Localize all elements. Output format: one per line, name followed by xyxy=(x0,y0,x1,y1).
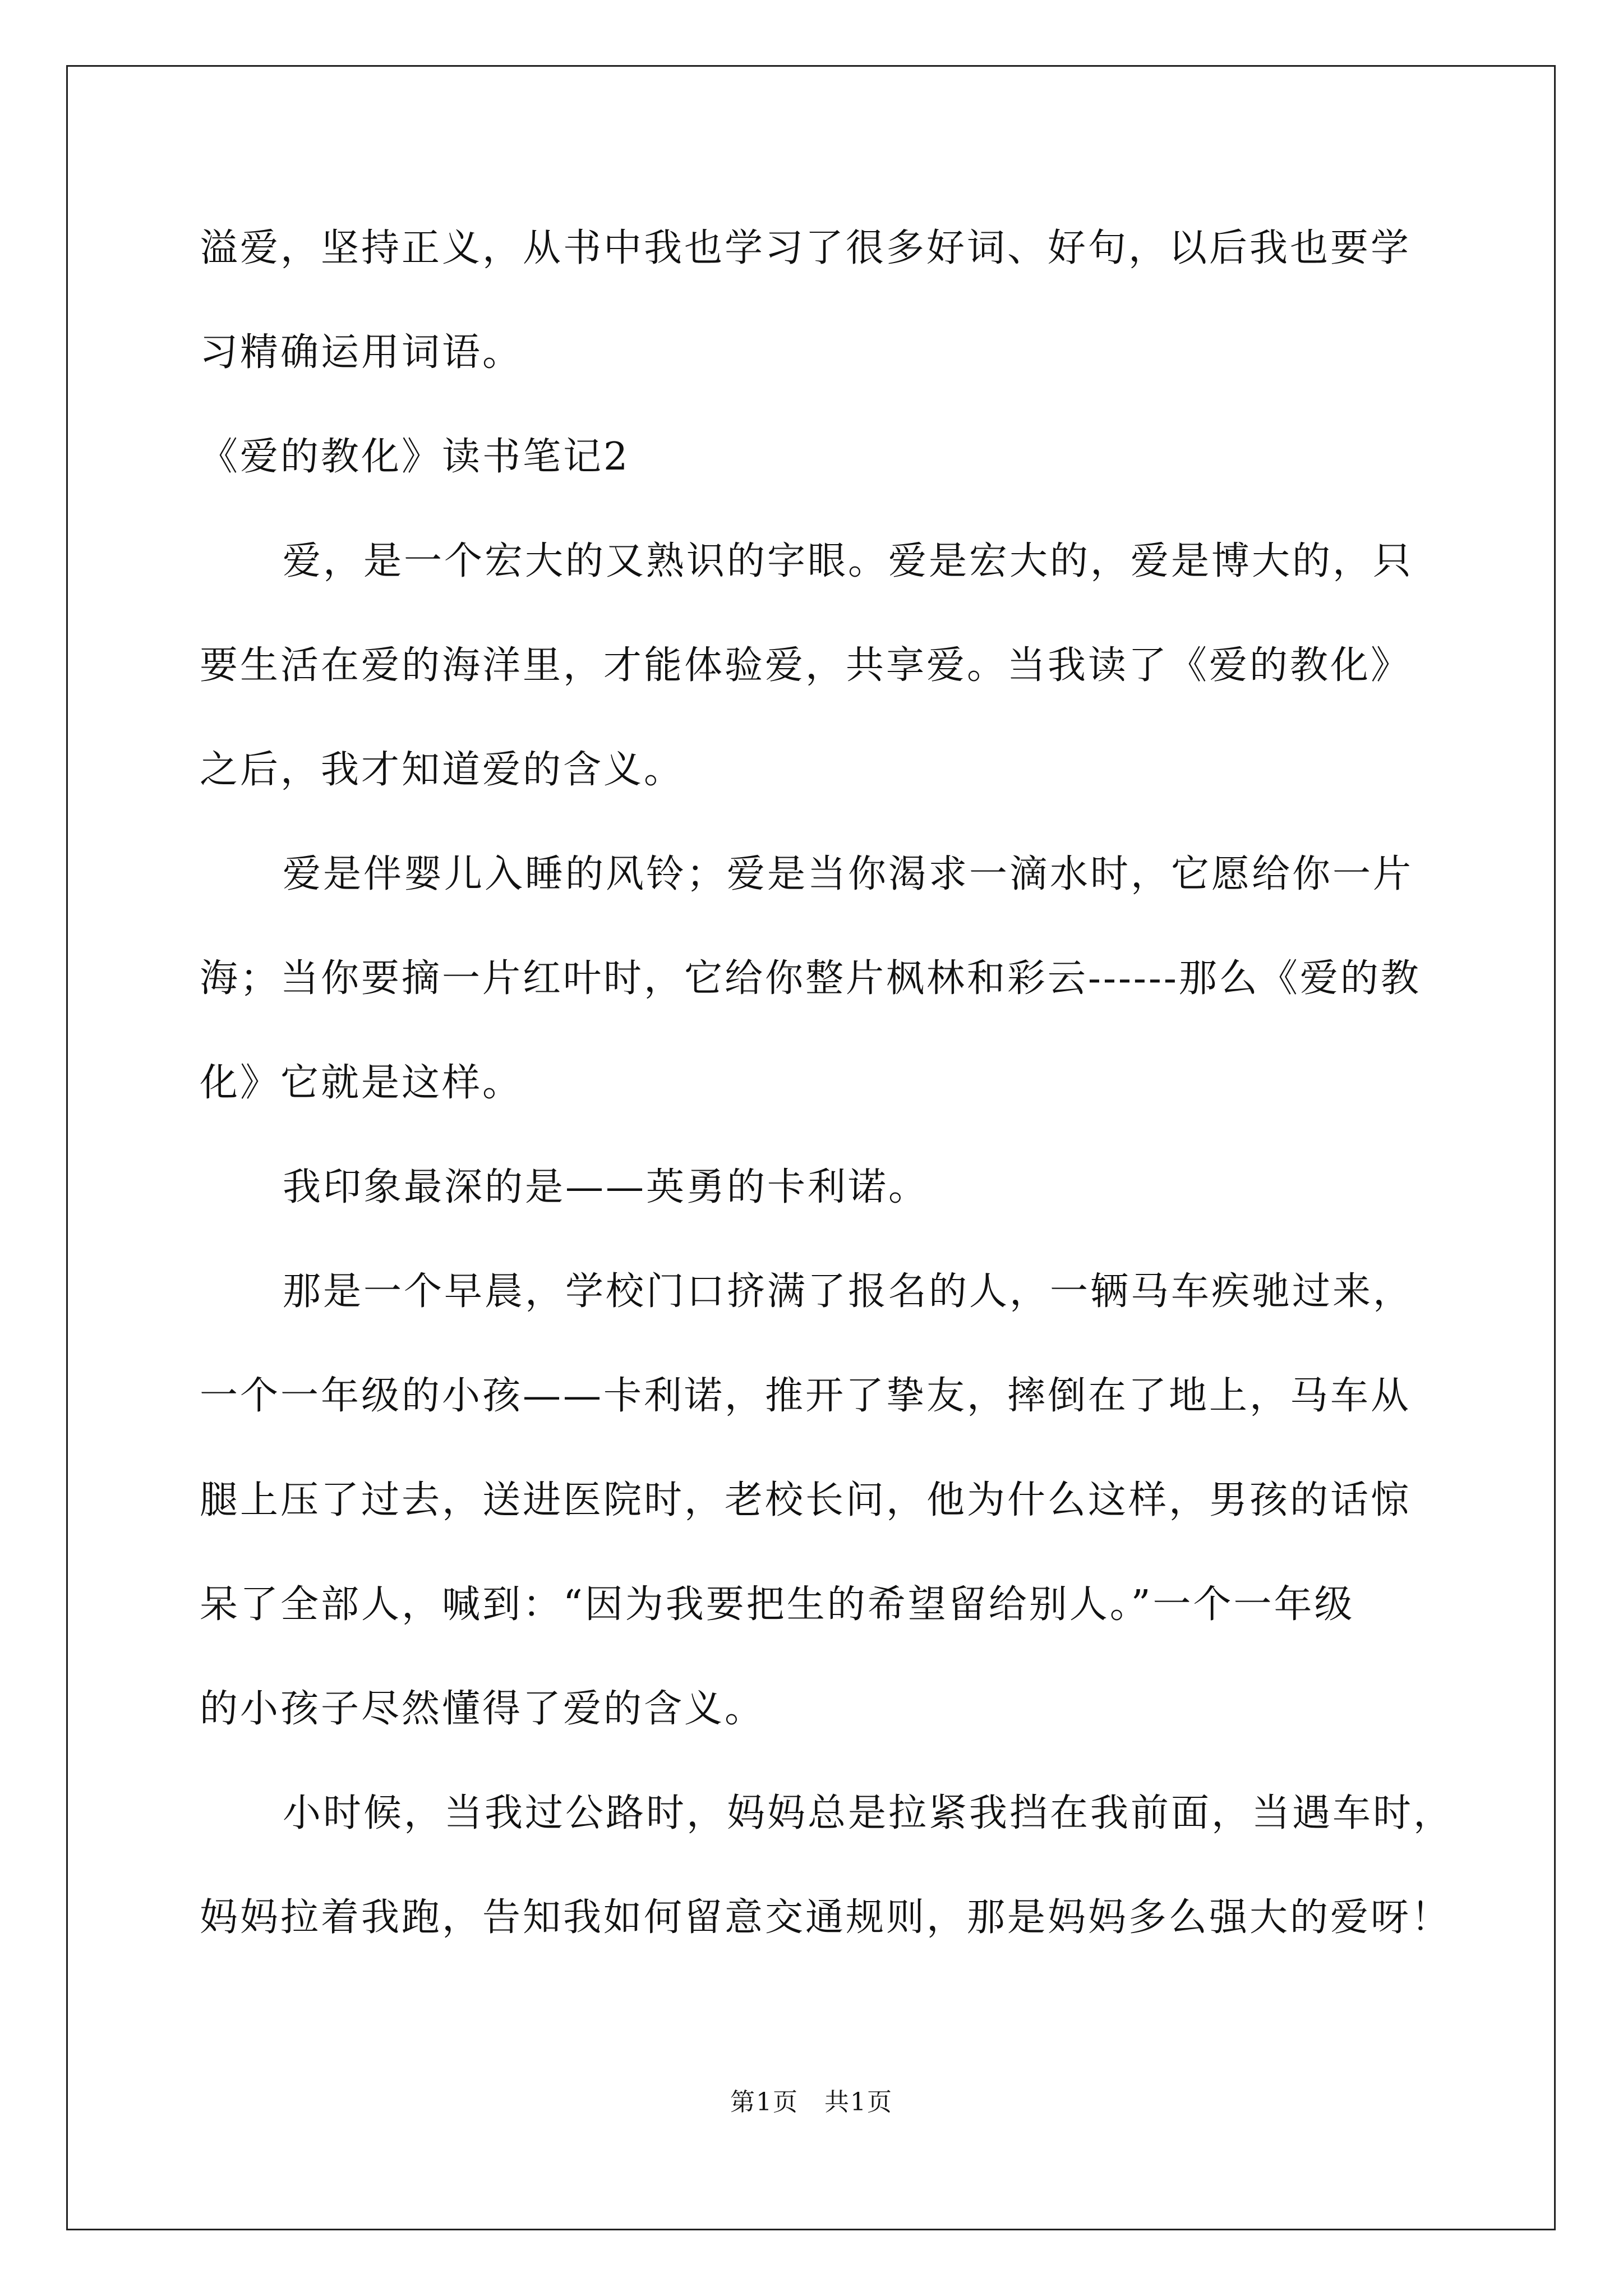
page-footer: 第1页 共1页 xyxy=(730,2088,893,2116)
body-line-14: 呆了全部人，喊到：“因为我要把生的希望留给别人。”一个一年级 xyxy=(200,1582,1355,1627)
body-line-12: 一个一年级的小孩——卡利诺，推开了挚友，摔倒在了地上，马车从 xyxy=(200,1374,1412,1418)
body-line-2: 习精确运用词语。 xyxy=(200,330,523,375)
body-line-1: 溢爱，坚持正义，从书中我也学习了很多好词、好句，以后我也要学 xyxy=(200,226,1412,270)
body-line-4: 爱，是一个宏大的又熟识的字眼。爱是宏大的，爱是博大的，只 xyxy=(283,539,1414,583)
body-line-11: 那是一个早晨，学校门口挤满了报名的人，一辆马车疾驰过来， xyxy=(283,1269,1414,1314)
section-heading: 《爱的教化》读书笔记2 xyxy=(200,435,630,479)
body-line-5: 要生活在爱的海洋里，才能体验爱，共享爱。当我读了《爱的教化》 xyxy=(200,643,1412,688)
body-line-7: 爱是伴婴儿入睡的风铃；爱是当你渴求一滴水时，它愿给你一片 xyxy=(283,852,1414,896)
body-line-6: 之后，我才知道爱的含义。 xyxy=(200,748,685,792)
body-line-16: 小时候，当我过公路时，妈妈总是拉紧我挡在我前面，当遇车时， xyxy=(283,1791,1454,1835)
body-line-15: 的小孩子尽然懂得了爱的含义。 xyxy=(200,1687,766,1731)
body-line-8: 海；当你要摘一片红叶时，它给你整片枫林和彩云------那么《爱的教 xyxy=(200,956,1421,1001)
body-line-9: 化》它就是这样。 xyxy=(200,1061,523,1105)
body-line-17: 妈妈拉着我跑，告知我如何留意交通规则，那是妈妈多么强大的爱呀！ xyxy=(200,1895,1452,1940)
body-line-13: 腿上压了过去，送进医院时，老校长问，他为什么这样，男孩的话惊 xyxy=(200,1478,1412,1522)
body-line-10: 我印象最深的是——英勇的卡利诺。 xyxy=(283,1165,929,1209)
